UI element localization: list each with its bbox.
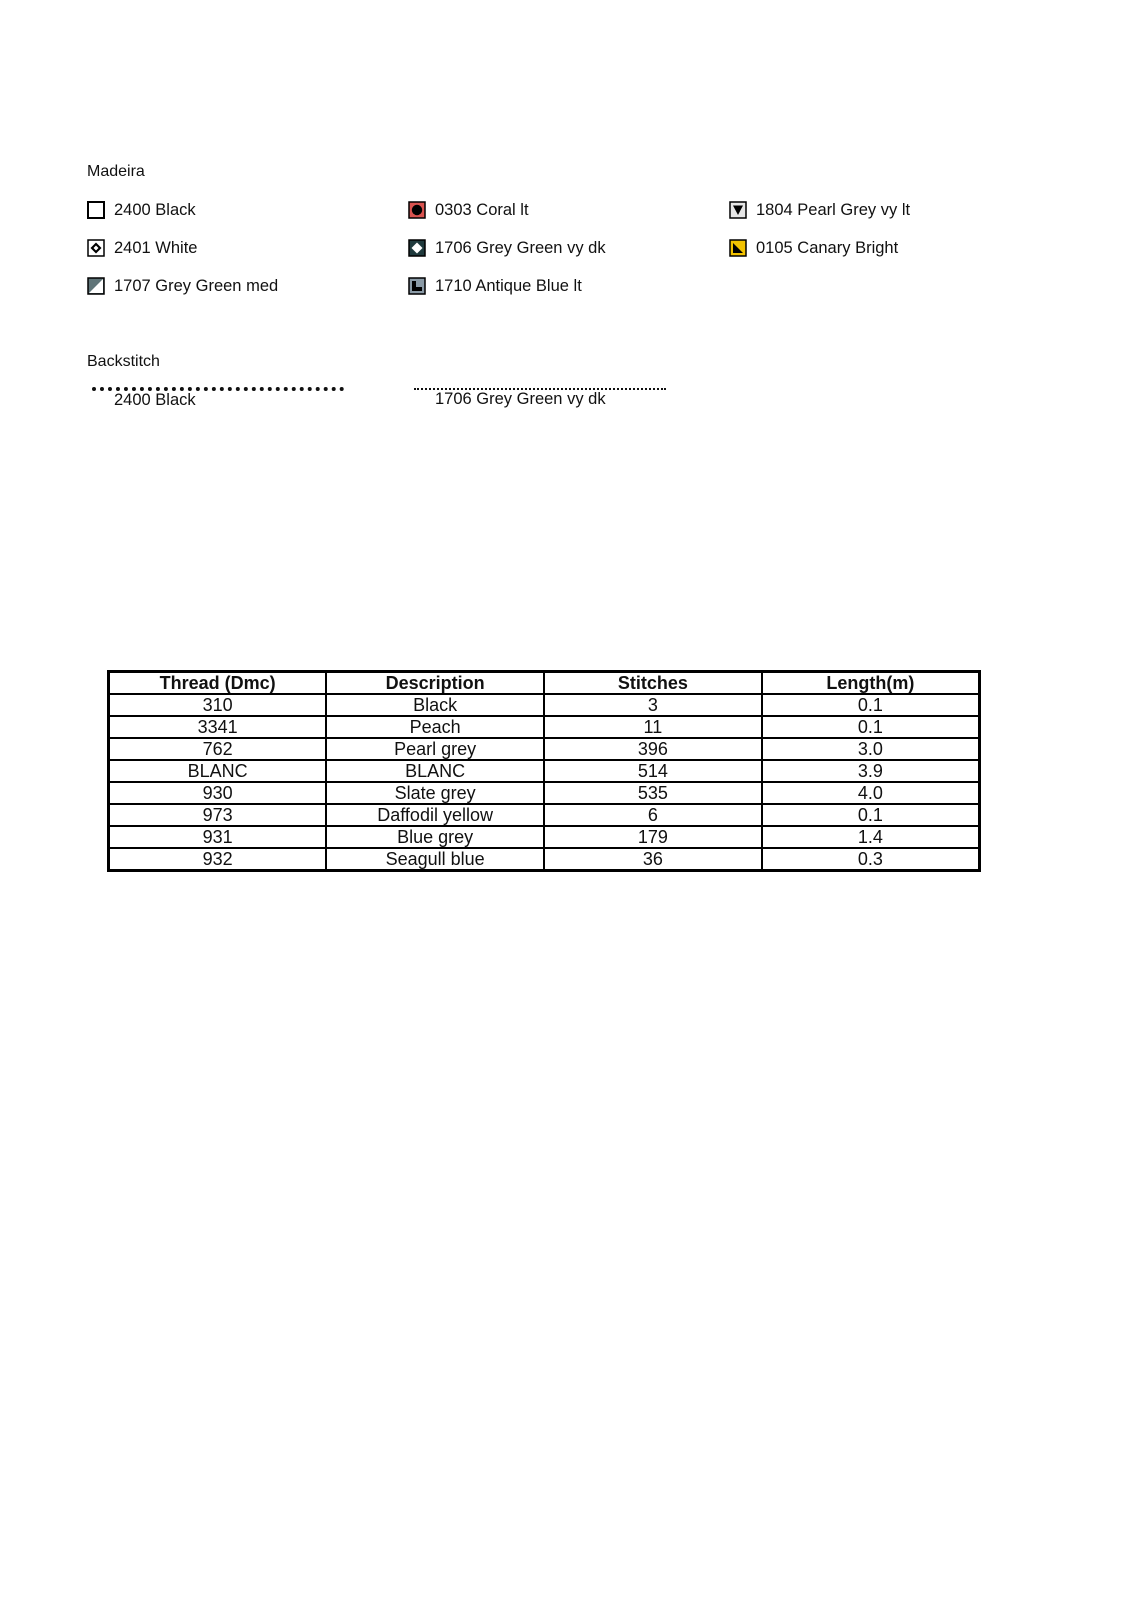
- cell-length: 0.1: [762, 716, 980, 738]
- legend-item: [408, 276, 582, 296]
- table-row: [109, 738, 980, 760]
- cell-length: 0.1: [762, 694, 980, 716]
- cell-stitches: 179: [544, 826, 762, 848]
- legend-item: [408, 238, 606, 258]
- cell-description: Daffodil yellow: [326, 804, 544, 826]
- cell-description: Seagull blue: [326, 848, 544, 871]
- table-row: [109, 694, 980, 716]
- table-row: [109, 760, 980, 782]
- backstitch-title: Backstitch: [87, 353, 160, 370]
- cell-description: Black: [326, 694, 544, 716]
- cell-description: Peach: [326, 716, 544, 738]
- col-header-description: Description: [326, 672, 544, 695]
- table-row: [109, 716, 980, 738]
- cell-length: 0.3: [762, 848, 980, 871]
- empty-square-icon: [87, 201, 105, 219]
- cell-description: Pearl grey: [326, 738, 544, 760]
- cell-stitches: 514: [544, 760, 762, 782]
- cell-thread: 930: [109, 782, 327, 804]
- triangle-yellow-icon: [729, 239, 747, 257]
- cell-length: 3.9: [762, 760, 980, 782]
- legend-label: 1710 Antique Blue lt: [435, 276, 582, 295]
- legend-label: 0303 Coral lt: [435, 200, 529, 219]
- cell-description: BLANC: [326, 760, 544, 782]
- legend-item: [87, 276, 278, 296]
- cell-stitches: 36: [544, 848, 762, 871]
- legend-item: [729, 200, 910, 220]
- cell-stitches: 11: [544, 716, 762, 738]
- legend-label: 1706 Grey Green vy dk: [435, 238, 606, 257]
- cell-thread: 3341: [109, 716, 327, 738]
- cell-thread: BLANC: [109, 760, 327, 782]
- cell-length: 4.0: [762, 782, 980, 804]
- backstitch-label: 1706 Grey Green vy dk: [435, 390, 606, 408]
- cell-description: Blue grey: [326, 826, 544, 848]
- legend-label: 1707 Grey Green med: [114, 276, 279, 295]
- white-diamond-dark-icon: [408, 239, 426, 257]
- backstitch-label: 2400 Black: [114, 391, 196, 409]
- legend-item: [87, 238, 197, 258]
- legend-item: [729, 238, 898, 258]
- table-header-row: [109, 672, 980, 695]
- legend-label: 0105 Canary Bright: [756, 238, 899, 257]
- table-row: [109, 848, 980, 871]
- thread-table: [107, 670, 981, 872]
- table-row: [109, 782, 980, 804]
- legend-label: 1804 Pearl Grey vy lt: [756, 200, 911, 219]
- backstitch-item: [414, 388, 666, 407]
- cell-stitches: 6: [544, 804, 762, 826]
- col-header-stitches: Stitches: [544, 672, 762, 695]
- backstitch-item: [92, 387, 344, 408]
- cell-stitches: 535: [544, 782, 762, 804]
- legend-label: 2400 Black: [114, 200, 196, 219]
- diamond-outline-icon: [87, 239, 105, 257]
- cell-thread: 932: [109, 848, 327, 871]
- cell-thread: 931: [109, 826, 327, 848]
- legend-item: [408, 200, 529, 220]
- black-circle-coral-icon: [408, 201, 426, 219]
- cell-length: 3.0: [762, 738, 980, 760]
- madeira-title: Madeira: [87, 163, 145, 180]
- cell-stitches: 3: [544, 694, 762, 716]
- col-header-length: Length(m): [762, 672, 980, 695]
- corner-block-icon: [408, 277, 426, 295]
- cell-length: 0.1: [762, 804, 980, 826]
- cell-thread: 762: [109, 738, 327, 760]
- diagonal-grey-green-icon: [87, 277, 105, 295]
- legend-label: 2401 White: [114, 238, 198, 257]
- cell-length: 1.4: [762, 826, 980, 848]
- col-header-thread: Thread (Dmc): [109, 672, 327, 695]
- legend-item: [87, 200, 196, 220]
- cell-thread: 973: [109, 804, 327, 826]
- cell-stitches: 396: [544, 738, 762, 760]
- down-triangle-icon: [729, 201, 747, 219]
- table-row: [109, 826, 980, 848]
- cell-thread: 310: [109, 694, 327, 716]
- table-row: [109, 804, 980, 826]
- cell-description: Slate grey: [326, 782, 544, 804]
